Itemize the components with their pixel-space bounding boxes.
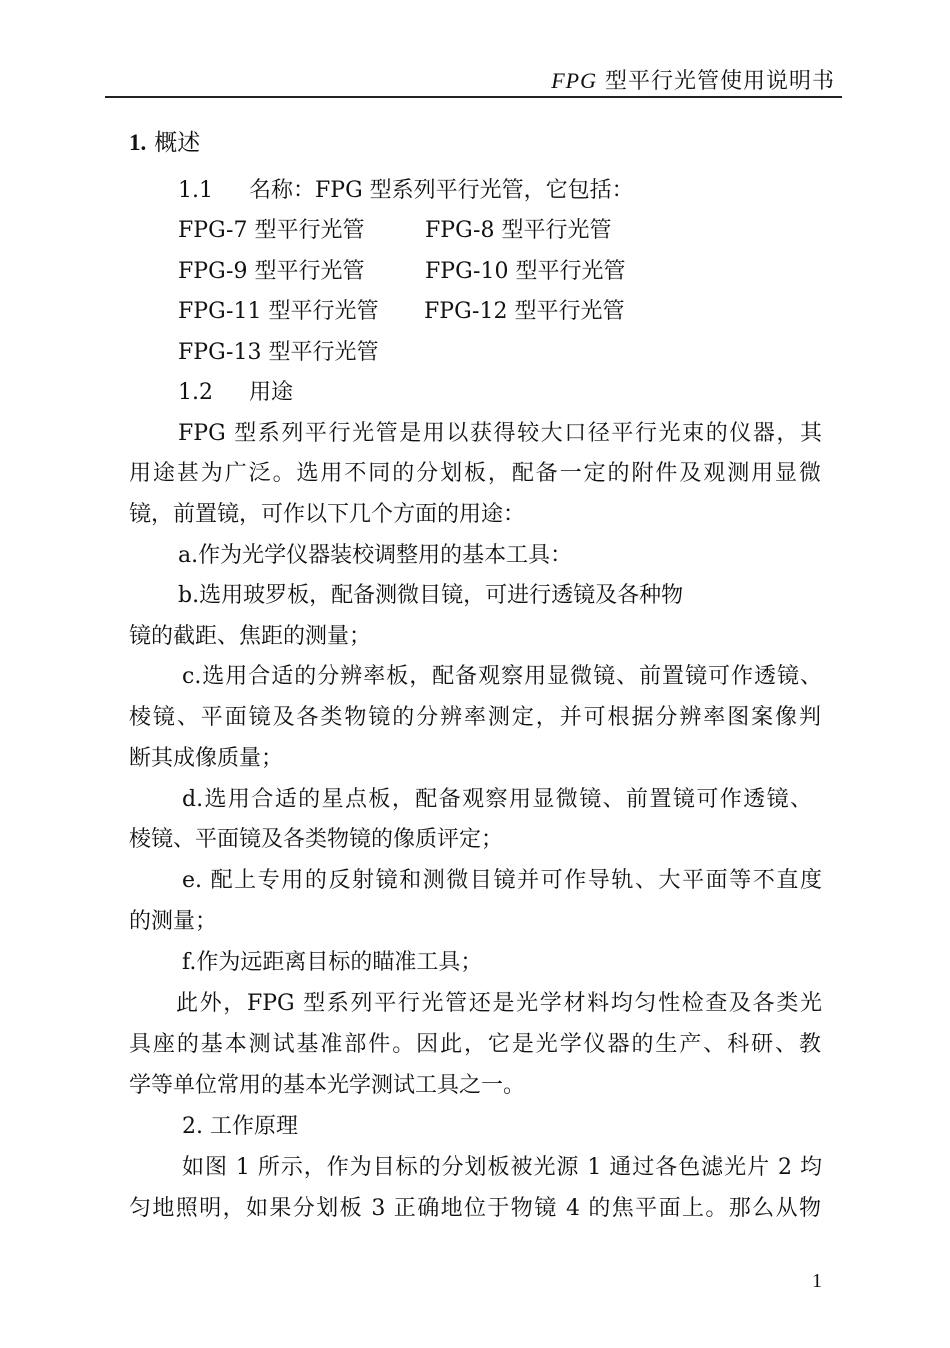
subsection-1-2-text: 用途 <box>249 380 294 405</box>
model-item: FPG-8 型平行光管 <box>425 218 612 243</box>
usage-item-c: c.选用合适的分辨率板，配备观察用显微镜、前置镜可作透镜、 <box>182 664 822 689</box>
principle-paragraph-line: 如图 1 所示，作为目标的分划板被光源 1 通过各色滤光片 2 均 <box>182 1155 822 1180</box>
section-2-number: 2. <box>182 1114 203 1139</box>
usage-item-d-cont: 棱镜、平面镜及各类物镜的像质评定； <box>129 827 504 852</box>
section-1-title: 概述 <box>154 130 201 156</box>
model-row-1 <box>178 216 698 246</box>
header-title <box>551 64 835 95</box>
model-item: FPG-11 型平行光管 <box>178 299 379 324</box>
summary-paragraph-line: 此外，FPG 型系列平行光管还是光学材料均匀性检查及各类光 <box>176 991 822 1016</box>
summary-paragraph-line: 学等单位常用的基本光学测试工具之一。 <box>129 1073 526 1098</box>
header-title-code: FPG <box>551 68 597 93</box>
subsection-1-2 <box>178 378 293 408</box>
subsection-1-2-number: 1.2 <box>178 380 213 405</box>
usage-item-e: e. 配上专用的反射镜和测微目镜并可作导轨、大平面等不直度 <box>182 868 822 893</box>
usage-item-f: f.作为远距离目标的瞄准工具； <box>182 950 483 975</box>
model-item: FPG-13 型平行光管 <box>178 340 379 365</box>
usage-item-e-cont: 的测量； <box>129 909 218 934</box>
usage-paragraph-line: 镜，前置镜，可作以下几个方面的用途： <box>129 502 526 527</box>
model-item: FPG-12 型平行光管 <box>424 299 625 324</box>
header-title-text: 型平行光管使用说明书 <box>597 69 835 94</box>
section-1-heading <box>129 128 200 158</box>
usage-item-c-cont: 断其成像质量； <box>129 746 284 771</box>
usage-item-b-cont: 镜的截距、焦距的测量； <box>129 624 372 649</box>
usage-item-a: a.作为光学仪器装校调整用的基本工具： <box>178 543 573 568</box>
model-item: FPG-9 型平行光管 <box>178 259 365 284</box>
model-item: FPG-7 型平行光管 <box>178 218 365 243</box>
usage-item-d: d.选用合适的星点板，配备观察用显微镜、前置镜可作透镜、 <box>182 787 812 812</box>
model-row-4 <box>178 338 378 368</box>
header-divider <box>105 96 842 98</box>
summary-paragraph-line: 具座的基本测试基准部件。因此，它是光学仪器的生产、科研、教 <box>129 1032 821 1057</box>
principle-paragraph-line: 匀地照明，如果分划板 3 正确地位于物镜 4 的焦平面上。那么从物 <box>129 1196 821 1221</box>
model-row-3 <box>178 297 698 327</box>
usage-paragraph-line: 用途甚为广泛。选用不同的分划板，配备一定的附件及观测用显微 <box>129 461 821 486</box>
usage-item-c-cont: 棱镜、平面镜及各类物镜的分辨率测定，并可根据分辨率图案像判 <box>129 705 821 730</box>
subsection-1-1-text: 名称：FPG 型系列平行光管，它包括： <box>249 178 634 203</box>
section-2-title: 工作原理 <box>210 1114 299 1139</box>
usage-paragraph-line: FPG 型系列平行光管是用以获得较大口径平行光束的仪器，其 <box>178 421 822 446</box>
model-item: FPG-10 型平行光管 <box>425 259 626 284</box>
page-number: 1 <box>812 1270 822 1292</box>
subsection-1-1-number: 1.1 <box>178 178 213 203</box>
section-2-heading <box>182 1112 298 1142</box>
subsection-1-1 <box>178 176 634 206</box>
model-row-2 <box>178 257 698 287</box>
usage-item-b: b.选用玻罗板，配备测微目镜，可进行透镜及各种物 <box>178 583 684 608</box>
section-1-number: 1. <box>129 130 147 155</box>
